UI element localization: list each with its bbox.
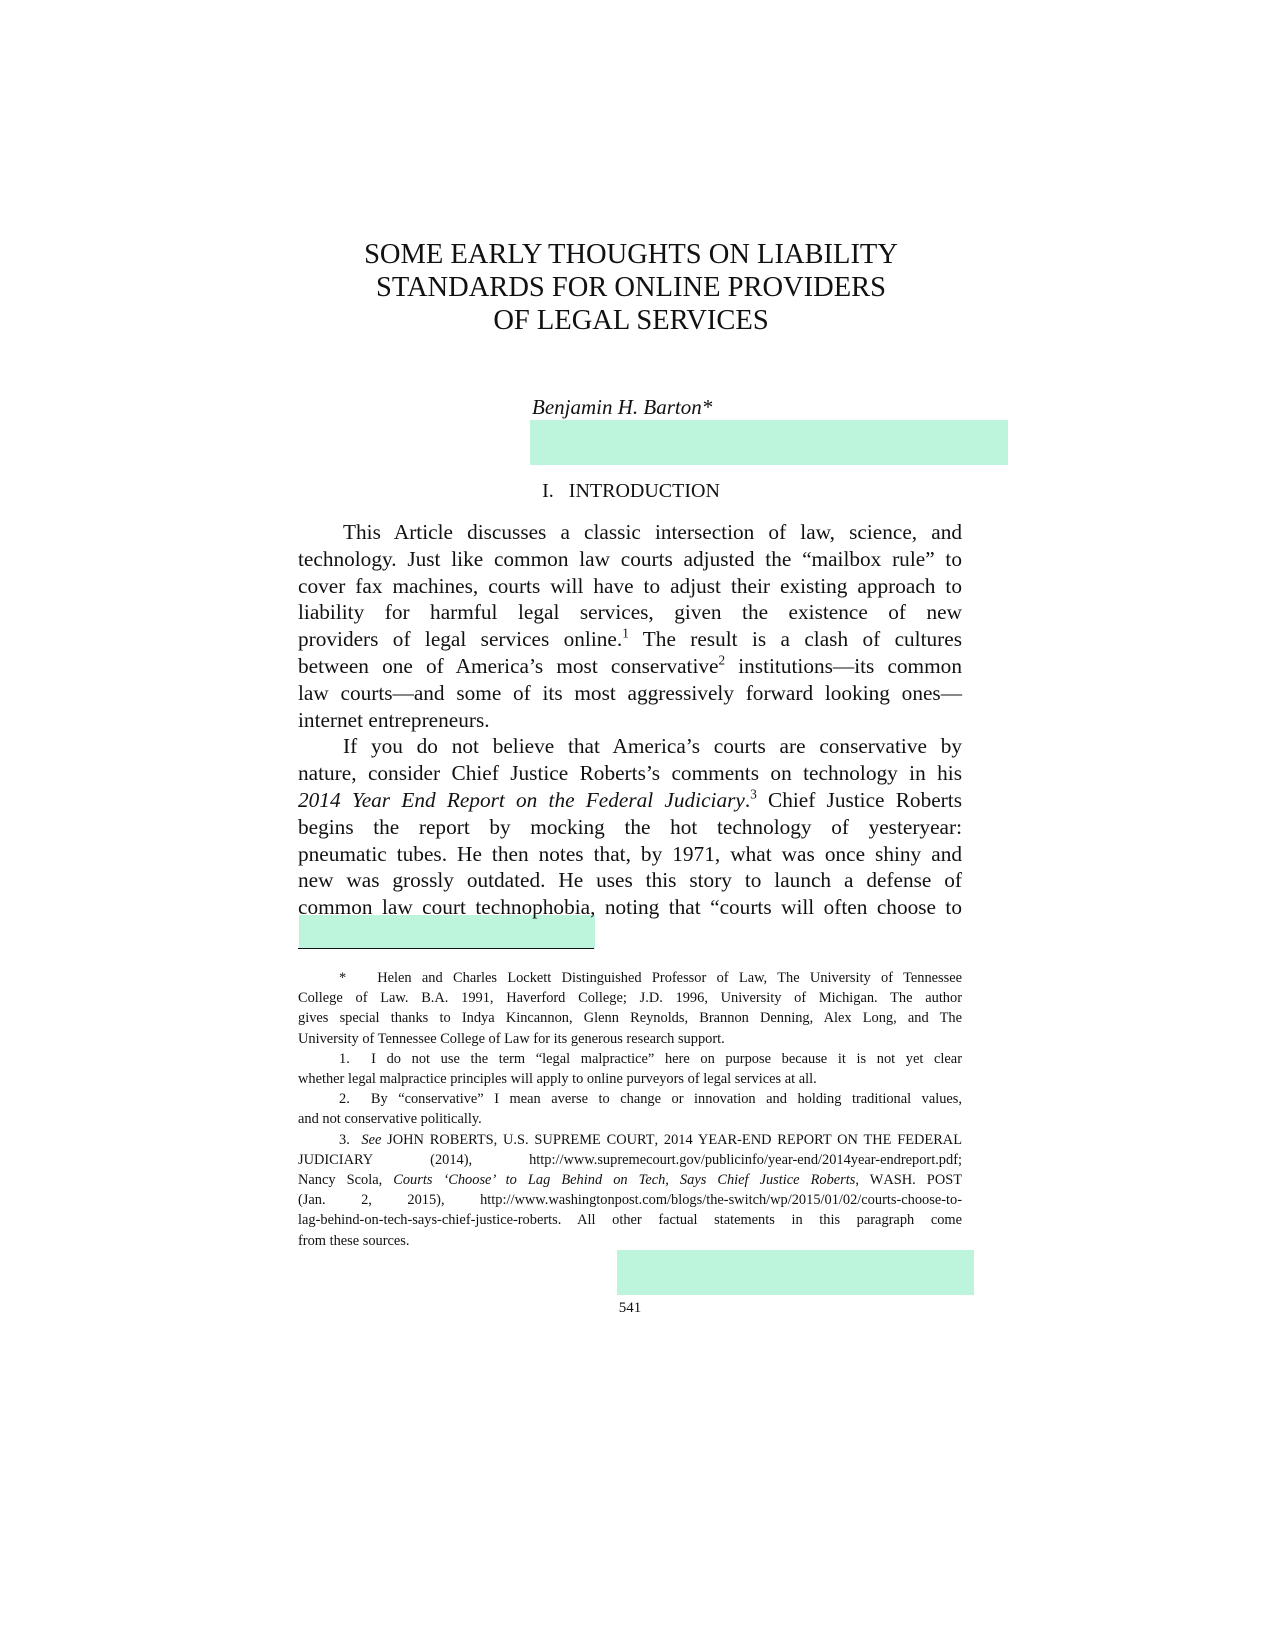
footnote-ref: 1 [622,625,629,641]
text-segment: C [606,1131,617,1148]
text-segment: ASH [883,1172,913,1189]
footnote-line: University of Tennessee College of Law for its generous research support. [298,1030,725,1047]
text-line: common law court technophobia, noting that “courts will often choose to [298,895,962,920]
text-segment: J [381,1131,393,1148]
text-line: begins the report by mocking the hot technology of yesteryear: [298,814,962,839]
text-segment: EAR [708,1131,738,1148]
text-segment: , W [855,1172,884,1189]
footnote-ref: 3 [750,786,757,802]
text-line: If you do not believe that America’s courts are conservative by [343,734,962,759]
article-body [298,519,962,921]
text-segment: OBERTS [439,1131,494,1148]
section-heading-text: NTRODUCTION [575,480,720,502]
text-segment: between one of America’s most conservative [298,653,719,678]
text-segment: OURT [616,1131,655,1148]
title-line: OF LEGAL SERVICES [493,305,769,336]
footnote-line: gives special thanks to Indya Kincannon, Glenn Reynolds, Brannon Denning, Alex Long, and The [298,1010,962,1027]
highlight-band [617,1250,974,1295]
text-segment: OST [934,1172,962,1189]
text-segment: EPORT ON THE [786,1131,898,1148]
text-line: This Article discusses a classic intersection of law, science, and [343,520,962,544]
footnote-line [298,1170,962,1190]
text-segment: . P [912,1172,935,1189]
title-line: SOME EARLY THOUGHTS ON LIABILITY [364,239,898,270]
text-segment: institutions—its common [725,653,962,678]
text-segment: providers of legal services online. [298,627,623,652]
footnotes [298,968,962,1251]
text-line: new was grossly outdated. He uses this story to launch a defense of [298,868,962,893]
text-line: pneumatic tubes. He then notes that, by 1971, what was once shiny and [298,841,962,866]
footnote-line: from these sources. [298,1232,410,1249]
text-line [298,626,962,653]
text-segment: UDICIARY [303,1151,374,1168]
text-line: nature, consider Chief Justice Roberts’s comments on technology in his [298,761,962,786]
text-segment: J [298,1151,304,1168]
text-segment: The result is a clash of cultures [628,627,962,652]
footnote-ref: 2 [718,652,726,668]
footnote-line [298,1130,962,1150]
text-line: internet entrepreneurs. [298,707,490,732]
section-heading [300,478,962,504]
text-segment: (2014), http://www.supremecourt.gov/publicinfo/year-end/2014year-endreport.pdf; [373,1151,962,1168]
author-byline: Benjamin H. Barton* [532,395,713,419]
title-line: STANDARDS FOR ONLINE PROVIDERS [376,272,886,303]
text-line: technology. Just like common law courts adjusted the “mailbox rule” to [298,546,962,571]
footnote-line: lag-behind-on-tech-says-chief-justice-roberts. All other factual statements in this paragraph come [298,1212,962,1229]
footnote-line [298,1089,962,1109]
footnote-line [298,968,962,988]
text-segment: F [897,1131,906,1148]
text-segment: Helen and Charles Lockett Distinguished Professor of Law, The University of Tennessee [377,970,963,986]
text-line: liability for harmful legal services, given the existence of new [298,600,962,625]
text-segment: . [744,787,751,812]
footnote-line: whether legal malpractice principles will apply to online purveyors of legal services at all. [298,1071,817,1088]
footnote-line: and not conservative politically. [298,1111,482,1128]
footnote-line: (Jan. 2, 2015), http://www.washingtonpost.com/blogs/the-switch/wp/2015/01/02/courts-choose-to- [298,1192,962,1209]
text-line: law courts—and some of its most aggressively forward looking ones— [298,680,962,705]
page-title [300,238,962,337]
text-segment: I do not use the term “legal malpractice” here on purpose because it is not yet clear [371,1050,962,1067]
text-segment: By “conservative” I mean averse to change or innovation and holding traditional values, [370,1091,963,1108]
article-title: Courts ‘Choose’ to Lag Behind on Tech, Says Chief Justice Roberts [393,1172,856,1189]
text-segment: , 2014 Y [654,1131,709,1148]
highlight-band [530,420,1008,465]
footnote-star [298,968,962,1049]
text-line [298,787,962,814]
paragraph [298,733,962,921]
text-line: cover fax machines, courts will have to adjust their existing approach to [298,573,962,598]
text-segment: -E [737,1131,751,1148]
footnote-marker: 3. [339,1131,350,1148]
footnote-3 [298,1130,962,1251]
section-heading-initial: I [568,480,576,502]
report-title: 2014 Year End Report on the Federal Judiciary [298,787,745,812]
footnote-line [298,1049,962,1069]
section-numeral: I. [542,480,554,502]
footnote-divider [298,948,594,949]
text-segment: UPREME [542,1131,607,1148]
footnote-line [298,1150,962,1170]
footnote-marker: 2. [339,1091,350,1108]
footnote-marker: 1. [339,1050,350,1067]
footnote-1 [298,1049,962,1089]
text-segment: Nancy Scola, [298,1172,394,1189]
text-segment: R [777,1131,787,1148]
signal-word: See [361,1131,382,1148]
paragraph [298,519,962,733]
footnote-2 [298,1089,962,1129]
text-segment: R [429,1131,440,1148]
page-number: 541 [618,1300,642,1316]
footnote-line: College of Law. B.A. 1991, Haverford College; J.D. 1996, University of Michigan. The author [298,990,962,1007]
text-segment: , U.S. S [493,1131,543,1148]
text-segment: OHN [392,1131,430,1148]
text-segment: EDERAL [905,1131,962,1148]
footnote-marker: * [339,970,347,986]
text-segment: Chief Justice Roberts [756,787,962,812]
text-segment: ND [750,1131,778,1148]
text-line [298,653,962,680]
